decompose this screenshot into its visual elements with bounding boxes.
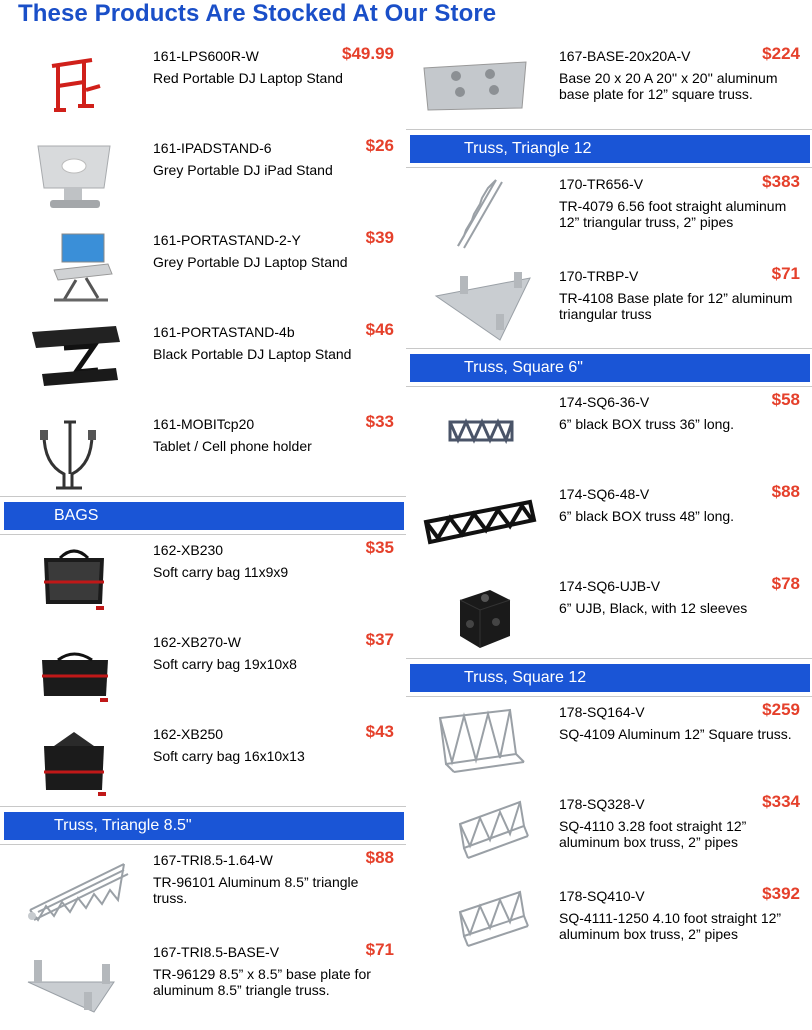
product-price: $259	[762, 700, 800, 719]
section-truss-square-12	[406, 656, 812, 706]
product-price: $39	[365, 228, 394, 247]
base-plate-icon	[24, 942, 134, 1022]
divider	[0, 496, 406, 497]
triangle-truss-icon	[430, 174, 540, 254]
section-bags	[0, 494, 406, 544]
product-price: $49.99	[342, 44, 394, 63]
product-price: $392	[762, 884, 800, 903]
box-truss-icon	[420, 484, 530, 564]
square-truss-icon	[430, 886, 540, 966]
product-sku: 170-TR656-V	[559, 176, 644, 192]
product-sku: 162-XB230	[153, 542, 224, 558]
product-card[interactable]	[0, 630, 406, 720]
product-card[interactable]	[0, 412, 406, 502]
phone-holder-icon	[24, 414, 134, 494]
product-card[interactable]	[406, 172, 812, 262]
product-card[interactable]	[0, 940, 406, 1030]
divider	[406, 167, 812, 168]
divider	[0, 534, 406, 535]
divider	[406, 658, 812, 659]
product-card[interactable]	[0, 538, 406, 628]
product-sku: 162-XB250	[153, 726, 224, 742]
product-description: Grey Portable DJ iPad Stand	[153, 162, 333, 178]
section-heading: Truss, Square 12	[410, 664, 810, 692]
product-description: 6” black BOX truss 36” long.	[559, 416, 735, 432]
page-title: These Products Are Stocked At Our Store	[18, 0, 497, 27]
product-sku: 161-PORTASTAND-2-Y	[153, 232, 301, 248]
divider	[0, 806, 406, 807]
triangle-base-plate-icon	[430, 266, 540, 346]
product-card[interactable]	[406, 264, 812, 354]
product-description: Soft carry bag 19x10x8	[153, 656, 297, 672]
product-card[interactable]	[406, 574, 812, 664]
product-description: Soft carry bag 16x10x13	[153, 748, 305, 764]
section-heading: Truss, Triangle 12	[410, 135, 810, 163]
product-description: Soft carry bag 11x9x9	[153, 564, 289, 580]
black-laptop-stand-icon	[24, 322, 134, 402]
carry-bag-icon	[24, 632, 134, 712]
product-price: $71	[365, 940, 394, 959]
product-description: SQ-4111-1250 4.10 foot straight 12” aluminum box truss, 2” pipes	[559, 910, 782, 942]
product-price: $71	[771, 264, 800, 283]
carry-bag-icon	[24, 724, 134, 804]
product-sku: 162-XB270-W	[153, 634, 241, 650]
divider	[406, 348, 812, 349]
product-card[interactable]	[0, 722, 406, 812]
product-description: TR-96129 8.5” x 8.5” base plate for aluminum 8.5” triangle truss.	[153, 966, 371, 998]
product-description: Tablet / Cell phone holder	[153, 438, 312, 454]
section-truss-triangle-12	[406, 127, 812, 177]
product-sku: 174-SQ6-36-V	[559, 394, 650, 410]
section-heading: BAGS	[4, 502, 404, 530]
product-price: $58	[771, 390, 800, 409]
product-description: SQ-4110 3.28 foot straight 12” aluminum box truss, 2” pipes	[559, 818, 747, 850]
product-card[interactable]	[0, 44, 406, 134]
product-description: Grey Portable DJ Laptop Stand	[153, 254, 348, 270]
product-price: $35	[365, 538, 394, 557]
divider	[406, 386, 812, 387]
product-description: TR-4108 Base plate for 12” aluminum triangular truss	[559, 290, 793, 322]
product-price: $37	[365, 630, 394, 649]
divider	[0, 844, 406, 845]
product-card[interactable]	[406, 884, 812, 974]
product-card[interactable]	[406, 390, 812, 480]
product-sku: 161-LPS600R-W	[153, 48, 259, 64]
product-card[interactable]	[0, 848, 406, 938]
product-card[interactable]	[0, 228, 406, 318]
divider	[406, 696, 812, 697]
product-card[interactable]	[406, 792, 812, 882]
section-truss-triangle-85	[0, 804, 406, 854]
product-sku: 174-SQ6-UJB-V	[559, 578, 661, 594]
product-price: $334	[762, 792, 800, 811]
product-sku: 161-IPADSTAND-6	[153, 140, 272, 156]
product-sku: 167-TRI8.5-BASE-V	[153, 944, 280, 960]
product-description: Black Portable DJ Laptop Stand	[153, 346, 352, 362]
red-laptop-stand-icon	[24, 46, 134, 126]
square-truss-icon	[430, 794, 540, 874]
product-description: TR-4079 6.56 foot straight aluminum 12” triangular truss, 2” pipes	[559, 198, 787, 230]
product-price: $383	[762, 172, 800, 191]
product-sku: 174-SQ6-48-V	[559, 486, 650, 502]
divider	[406, 129, 812, 130]
product-card[interactable]	[406, 44, 812, 134]
carry-bag-icon	[24, 540, 134, 620]
box-truss-icon	[430, 392, 540, 472]
product-description: Base 20 x 20 A 20'' x 20'' aluminum base plate for 12” square truss.	[559, 70, 778, 102]
product-sku: 161-MOBITcp20	[153, 416, 255, 432]
product-description: TR-96101 Aluminum 8.5” triangle truss.	[153, 874, 359, 906]
product-sku: 170-TRBP-V	[559, 268, 639, 284]
product-sku: 167-BASE-20x20A-V	[559, 48, 691, 64]
product-price: $33	[365, 412, 394, 431]
product-description: SQ-4109 Aluminum 12” Square truss.	[559, 726, 792, 742]
product-card[interactable]	[0, 320, 406, 410]
triangle-truss-icon	[24, 850, 134, 930]
product-price: $224	[762, 44, 800, 63]
product-sku: 161-PORTASTAND-4b	[153, 324, 295, 340]
product-price: $88	[771, 482, 800, 501]
product-price: $78	[771, 574, 800, 593]
product-price: $88	[365, 848, 394, 867]
product-sku: 167-TRI8.5-1.64-W	[153, 852, 273, 868]
product-sku: 178-SQ164-V	[559, 704, 645, 720]
junction-block-icon	[430, 576, 540, 656]
square-base-plate-icon	[420, 54, 530, 134]
ipad-stand-icon	[24, 138, 134, 218]
laptop-stand-icon	[24, 230, 134, 310]
product-card[interactable]	[406, 700, 812, 790]
square-truss-icon	[430, 702, 540, 782]
section-heading: Truss, Square 6"	[410, 354, 810, 382]
product-price: $46	[365, 320, 394, 339]
section-truss-square-6	[406, 346, 812, 396]
product-sku: 178-SQ328-V	[559, 796, 645, 812]
product-sku: 178-SQ410-V	[559, 888, 645, 904]
product-description: 6” UJB, Black, with 12 sleeves	[559, 600, 748, 616]
product-price: $26	[365, 136, 394, 155]
product-card[interactable]	[0, 136, 406, 226]
product-price: $43	[365, 722, 394, 741]
section-heading: Truss, Triangle 8.5"	[4, 812, 404, 840]
product-description: 6” black BOX truss 48” long.	[559, 508, 735, 524]
product-card[interactable]	[406, 482, 812, 572]
product-description: Red Portable DJ Laptop Stand	[153, 70, 343, 86]
